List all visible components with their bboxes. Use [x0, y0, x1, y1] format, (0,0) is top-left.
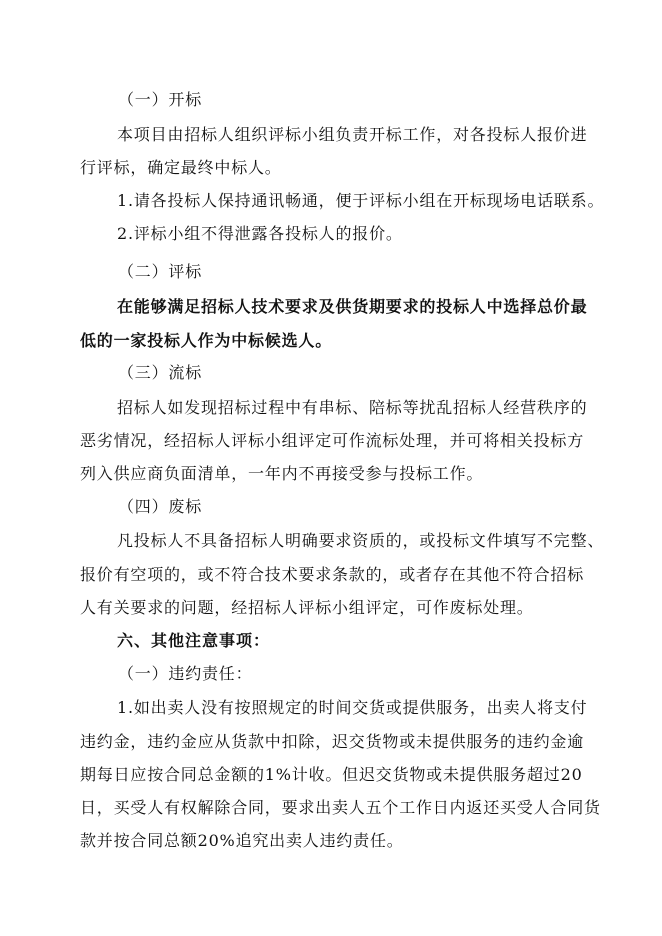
heading-open-bid: （一）开标: [118, 90, 203, 109]
paragraph-line: 列入供应商负面清单，一年内不再接受参与投标工作。: [80, 464, 484, 483]
heading-failed-bid: （三）流标: [118, 363, 203, 382]
list-item: 2.评标小组不得泄露各投标人的报价。: [117, 224, 403, 243]
paragraph-line: 凡投标人不具备招标人明确要求资质的，或投标文件填写不完整、: [117, 531, 605, 550]
paragraph-line: 低的一家投标人作为中标候选人。: [80, 331, 333, 350]
paragraph-line: 恶劣情况，经招标人评标小组评定可作流标处理，并可将相关投标方: [80, 431, 585, 450]
paragraph-line: 1.如出卖人没有按照规定的时间交货或提供服务，出卖人将支付: [117, 698, 588, 717]
paragraph-line: 违约金，违约金应从货款中扣除，迟交货物或未提供服务的违约金逾: [80, 732, 585, 751]
paragraph-line: 报价有空项的，或不符合技术要求条款的，或者存在其他不符合招标: [80, 565, 585, 584]
paragraph-line: 款并按合同总额20%追究出卖人违约责任。: [80, 831, 404, 850]
paragraph-line: 日，买受人有权解除合同，要求出卖人五个工作日内返还买受人合同货: [80, 798, 601, 817]
paragraph-line: 期每日应按合同总金额的1%计收。但迟交货物或未提供服务超过20: [80, 765, 583, 784]
paragraph-line: 行评标，确定最终中标人。: [80, 158, 282, 177]
paragraph-line: 招标人如发现招标过程中有串标、陪标等扰乱招标人经营秩序的: [117, 398, 588, 417]
heading-evaluation: （二）评标: [118, 262, 203, 281]
heading-void-bid: （四）废标: [118, 497, 203, 516]
paragraph-line: 本项目由招标人组织评标小组负责开标工作，对各投标人报价进: [117, 125, 588, 144]
paragraph-line: 在能够满足招标人技术要求及供货期要求的投标人中选择总价最: [117, 297, 588, 316]
section-heading-other-notes: 六、其他注意事项：: [117, 631, 271, 650]
list-item: 1.请各投标人保持通讯畅通，便于评标小组在开标现场电话联系。: [117, 191, 605, 210]
heading-breach-liability: （一）违约责任：: [118, 664, 253, 683]
paragraph-line: 人有关要求的问题，经招标人评标小组评定，可作废标处理。: [80, 598, 534, 617]
